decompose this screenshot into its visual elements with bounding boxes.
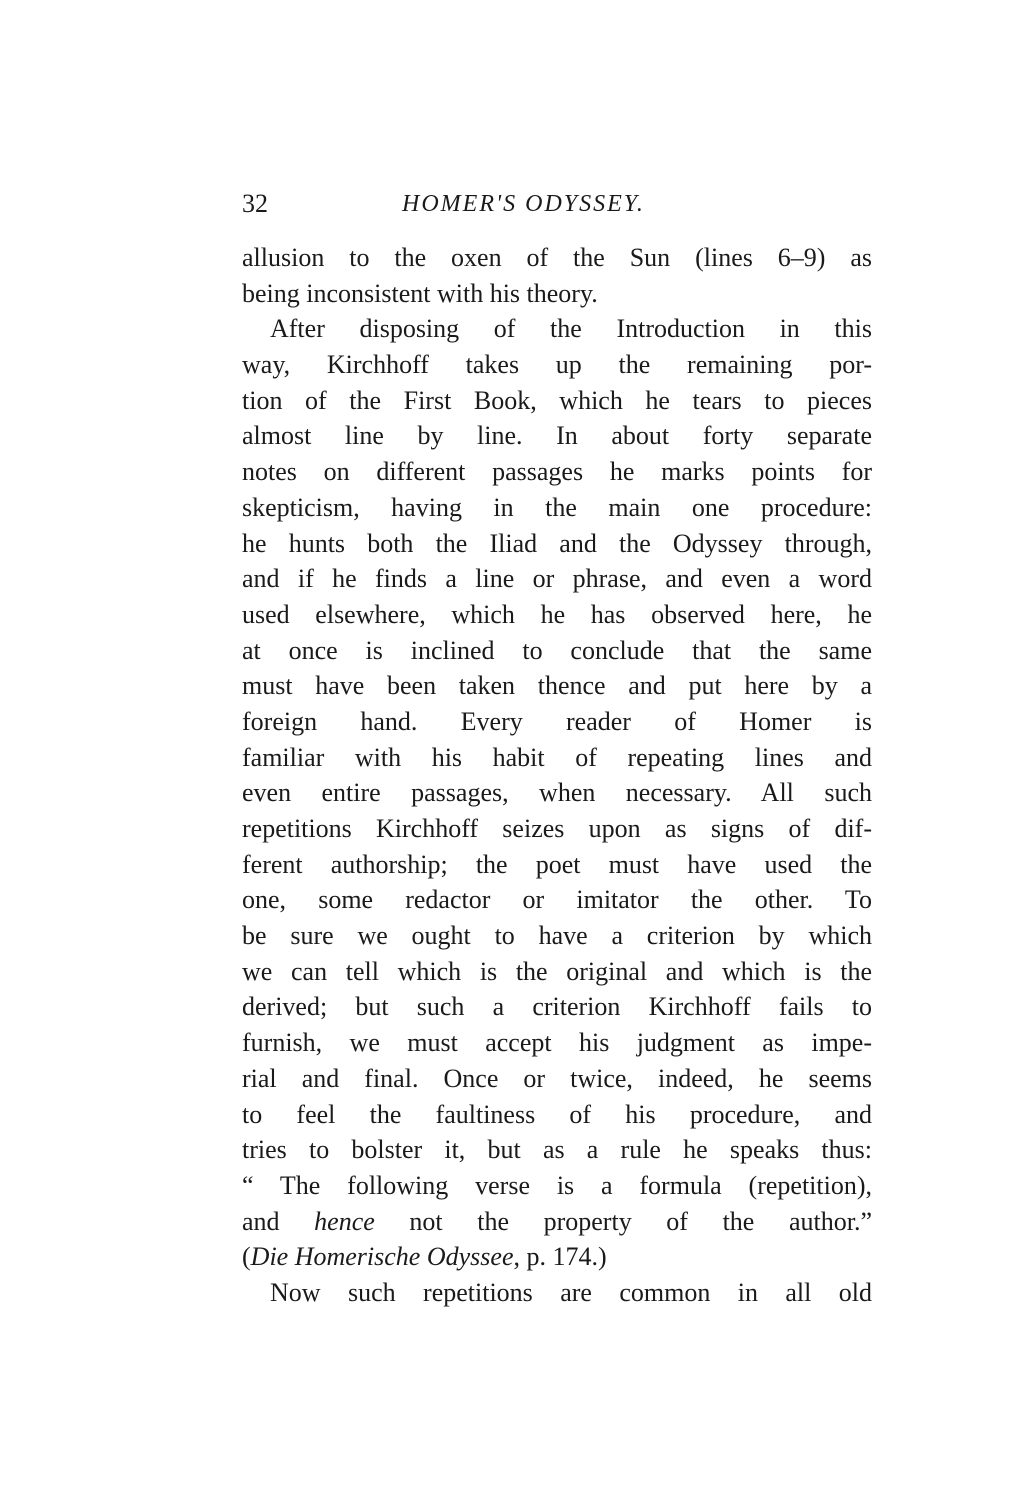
text-line: way, Kirchhoff takes up the remaining por- [242,350,872,380]
text-line: almost line by line. In about forty separate [242,421,872,451]
citation-open: ( [242,1242,251,1272]
text-line: he hunts both the Iliad and the Odyssey through, [242,528,872,558]
citation-title: Die Homerische Odyssee [250,1242,514,1272]
quote-text: and [242,1206,315,1236]
text-line: repetitions Kirchhoff seizes upon as signs of dif- [242,814,872,843]
text-line: used elsewhere, which he has observed here, he [242,599,872,629]
text-line: notes on different passages he marks points for [242,457,872,487]
text-line: rial and final. Once or twice, indeed, he seems [242,1063,872,1093]
text-line: even entire passages, when necessary. All such [242,778,872,808]
text-line: allusion to the oxen of the Sun (lines 6–9) as [242,243,872,272]
text-line: being inconsistent with his theory. [242,278,598,308]
text-line: one, some redactor or imitator the other. To [242,885,872,915]
text-line: be sure we ought to have a criterion by which [242,921,872,951]
quote-line [242,1204,872,1240]
text-line: furnish, we must accept his judgment as impe- [242,1028,872,1058]
text-line: at once is inclined to conclude that the same [242,635,872,665]
text-line: must have been taken thence and put here by a [242,671,872,701]
citation-line [242,1239,872,1275]
text-line: foreign hand. Every reader of Homer is [242,706,872,736]
emphasis-hence: hence [314,1206,375,1236]
text-line: tries to bolster it, but as a rule he speaks thus: [242,1135,872,1165]
text-line: skepticism, having in the main one procedure: [242,492,872,522]
quote-text: not the property of the author.” [374,1206,872,1236]
citation-rest: , p. 174.) [513,1242,607,1272]
text-line: we can tell which is the original and which is the [242,956,872,986]
quote-line: “ The following verse is a formula (repetition), [242,1170,872,1200]
running-title: HOMER'S ODYSSEY. [402,191,645,217]
page-header [242,186,872,222]
text-line: Now such repetitions are common in all old [270,1277,872,1307]
text-line: derived; but such a criterion Kirchhoff fails to [242,992,872,1022]
page-number: 32 [242,189,268,218]
text-line: familiar with his habit of repeating lines and [242,742,872,772]
text-line: ferent authorship; the poet must have used the [242,849,872,879]
body-text [242,240,872,1311]
text-line: and if he finds a line or phrase, and even a word [242,564,872,594]
text-line: After disposing of the Introduction in this [270,314,872,344]
text-line: tion of the First Book, which he tears to pieces [242,385,872,415]
text-line: to feel the faultiness of his procedure, and [242,1099,872,1129]
